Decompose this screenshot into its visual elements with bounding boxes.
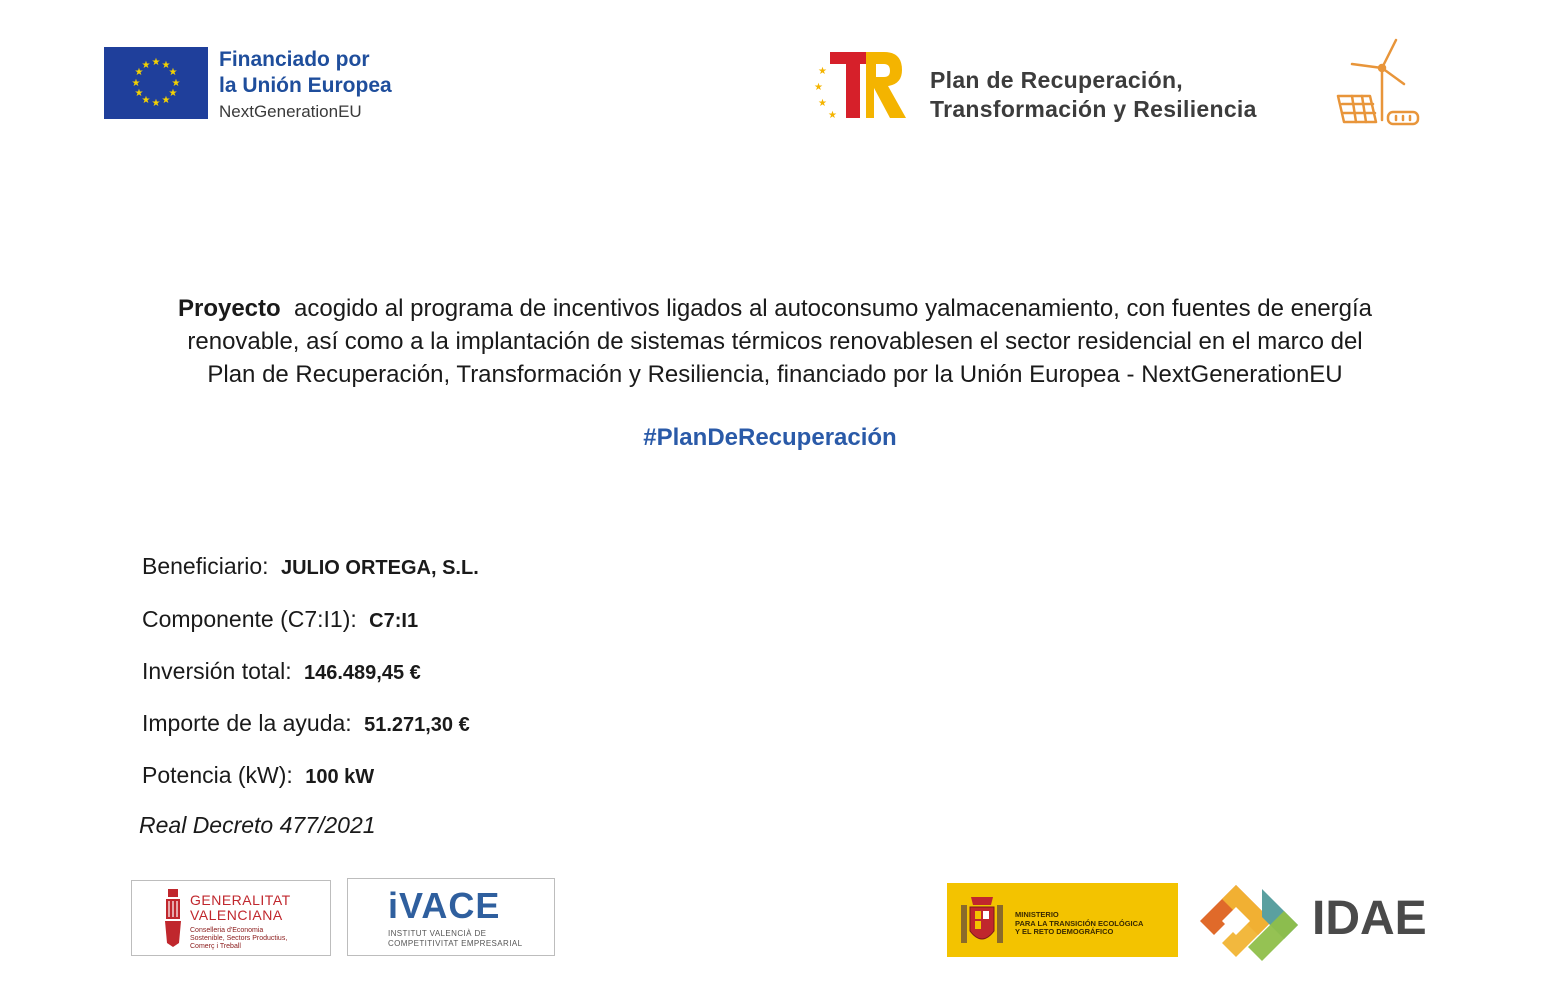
field-value: JULIO ORTEGA, S.L. (280, 557, 479, 579)
svg-text:★: ★ (131, 78, 141, 89)
gv-conselleria (190, 927, 287, 951)
field-value: C7:I1 (369, 610, 419, 632)
svg-text:★: ★ (818, 98, 827, 109)
svg-text:★: ★ (141, 60, 151, 71)
field-label: Potencia (kW): (142, 762, 293, 788)
paragraph-line-2: renovable, así como a la implantación de sistemas térmicos renovablesen el sector residencial en el marco del (187, 328, 1363, 355)
paragraph-line-1 (120, 292, 1430, 325)
field-beneficiario (142, 553, 479, 580)
eu-stars-icon (104, 47, 208, 119)
ivace-sub-1: INSTITUT VALENCIÀ DE (388, 929, 487, 938)
plan-recuperacion-text (930, 66, 1257, 124)
gv-line-2: VALENCIANA (190, 907, 283, 923)
hashtag-plan: #PlanDeRecuperación (643, 424, 897, 451)
real-decreto: Real Decreto 477/2021 (139, 812, 376, 838)
ivace-subtitle (388, 929, 522, 949)
field-label: Inversión total: (142, 658, 292, 684)
ivace-sub-2: COMPETITIVITAT EMPRESARIAL (388, 939, 523, 948)
gv-sub-3: Comerç i Treball (190, 943, 241, 950)
ministerio-name (1015, 911, 1143, 937)
tr-logo (814, 46, 908, 122)
spain-coat-of-arms-icon (957, 891, 1007, 949)
plan-line-1: Plan de Recuperación, (930, 67, 1183, 93)
svg-text:★: ★ (168, 67, 178, 78)
eu-line-1: Financiado por (219, 48, 370, 71)
field-label: Importe de la ayuda: (142, 710, 352, 736)
gv-sub-1: Conselleria d'Economia (190, 927, 264, 934)
idae-emblem-icon (1196, 881, 1306, 961)
wind-solar-icon (1330, 38, 1425, 130)
svg-text:★: ★ (141, 95, 151, 106)
svg-text:★: ★ (151, 57, 161, 68)
svg-text:★: ★ (161, 60, 171, 71)
eu-funding-text (219, 47, 392, 125)
field-importe-ayuda (142, 710, 470, 737)
field-value: 146.489,45 € (303, 662, 421, 684)
gv-name (190, 893, 291, 923)
svg-text:★: ★ (134, 88, 144, 99)
ministerio-line-1: MINISTERIO (1015, 910, 1059, 919)
ivace-name: iVACE (388, 885, 501, 926)
project-lead: Proyecto (177, 295, 281, 322)
ministerio-line-3: Y EL RETO DEMOGRÁFICO (1015, 927, 1114, 936)
field-label: Componente (C7:I1): (142, 606, 357, 632)
field-label: Beneficiario: (142, 553, 269, 579)
gv-shield-icon (162, 887, 184, 949)
eu-flag-logo (104, 47, 208, 119)
svg-text:★: ★ (814, 82, 823, 93)
ministerio-logo (947, 883, 1178, 957)
svg-text:★: ★ (828, 110, 837, 121)
paragraph-line-3: Plan de Recuperación, Transformación y Resiliencia, financiado por la Unión Europea - NextGenerationEU (207, 361, 1343, 388)
idae-name: IDAE (1312, 892, 1427, 945)
gv-line-1: GENERALITAT (190, 892, 291, 908)
idae-logo (1196, 881, 1426, 961)
tr-emblem-icon (814, 46, 908, 122)
svg-text:★: ★ (171, 78, 181, 89)
svg-text:★: ★ (818, 66, 827, 77)
svg-text:★: ★ (134, 67, 144, 78)
project-description (120, 292, 1430, 391)
eu-line-2: la Unión Europea (219, 74, 392, 97)
eu-line-3: NextGenerationEU (219, 102, 362, 121)
field-componente (142, 606, 418, 633)
svg-text:★: ★ (168, 88, 178, 99)
ivace-logo (347, 878, 555, 956)
gv-sub-2: Sostenible, Sectors Productius, (190, 935, 288, 942)
generalitat-valenciana-logo (131, 880, 331, 956)
paragraph-line-1-text: acogido al programa de incentivos ligados al autoconsumo yalmacenamiento, con fuentes de energía (294, 295, 1373, 322)
svg-text:★: ★ (151, 98, 161, 109)
plan-line-2: Transformación y Resiliencia (930, 96, 1257, 122)
field-value: 100 kW (305, 766, 375, 788)
field-inversion-total (142, 658, 421, 685)
field-value: 51.271,30 € (364, 714, 470, 736)
ministerio-line-2: PARA LA TRANSICIÓN ECOLÓGICA (1015, 918, 1144, 928)
field-potencia (142, 762, 374, 789)
svg-text:★: ★ (161, 95, 171, 106)
